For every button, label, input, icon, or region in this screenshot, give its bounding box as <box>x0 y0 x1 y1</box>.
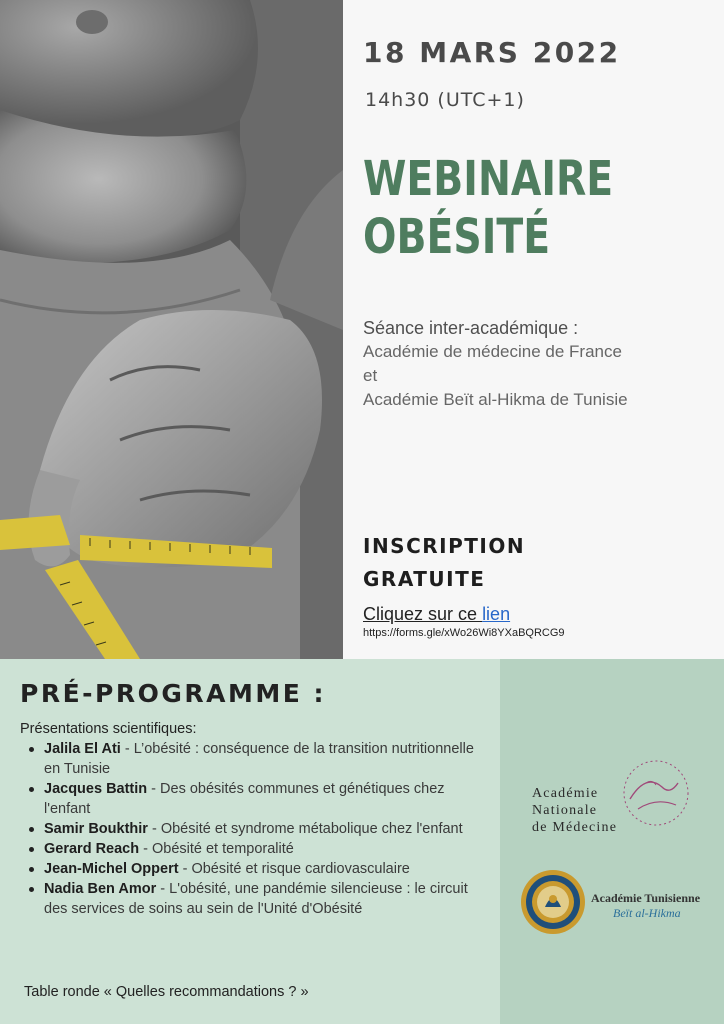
inscription-line-1: INSCRIPTION <box>363 534 526 558</box>
list-item <box>26 819 486 839</box>
presentations-heading: Présentations scientifiques: <box>20 721 197 737</box>
seance-info <box>363 316 713 412</box>
speaker-name: Nadia Ben Amor <box>44 881 157 897</box>
registration-cta <box>363 604 510 625</box>
atn-line-1: Académie Tunisienne <box>591 891 701 905</box>
registration-link[interactable]: lien <box>482 604 511 624</box>
speaker-name: Samir Boukthir <box>44 821 148 837</box>
registration-url[interactable]: https://forms.gle/xWo26Wi8YXaBQRCG9 <box>363 627 565 639</box>
talk-title: - Obésité et temporalité <box>139 841 294 857</box>
anm-line-3: de Médecine <box>532 820 618 835</box>
talk-title: - L’obésité : conséquence de la transition nutritionnelle en Tunisie <box>44 741 474 777</box>
list-item <box>26 859 486 879</box>
programme-title: PRÉ-PROGRAMME : <box>20 679 327 708</box>
talk-title: - L'obésité, une pandémie silencieuse : le circuit des services de soins au sein de l'Unité d'Obésité <box>44 881 468 917</box>
talk-title: - Obésité et syndrome métabolique chez l'enfant <box>147 821 463 837</box>
list-item <box>26 839 486 859</box>
hero-photo <box>0 0 343 659</box>
list-item <box>26 779 486 819</box>
speaker-name: Jalila El Ati <box>44 741 121 757</box>
abdomen-measuring-tape-image <box>0 0 343 659</box>
bullet-icon <box>29 827 34 832</box>
table-ronde: Table ronde « Quelles recommandations ? » <box>24 984 309 1000</box>
speaker-name: Jean-Michel Oppert <box>44 861 179 877</box>
seance-lead: Séance inter-académique : <box>363 318 579 338</box>
atn-seal-icon <box>520 869 586 935</box>
list-item <box>26 739 486 779</box>
academie-nationale-logo <box>532 785 617 836</box>
speaker-name: Gerard Reach <box>44 841 140 857</box>
seance-line-1: Académie de médecine de France <box>363 342 622 361</box>
event-time: 14h30 (UTC+1) <box>365 89 525 111</box>
programme-panel <box>0 659 500 1024</box>
event-title-line-1: WEBINAIRE <box>363 151 614 207</box>
list-item <box>26 879 486 919</box>
academie-tunisienne-logo <box>591 891 700 921</box>
anm-signature-seal-icon <box>616 753 696 833</box>
talk-title: - Obésité et risque cardiovasculaire <box>178 861 410 877</box>
presentations-list <box>26 739 486 919</box>
event-date: 18 MARS 2022 <box>363 36 621 69</box>
anm-line-2: Nationale <box>532 803 598 818</box>
inscription-line-2: GRATUITE <box>363 567 486 591</box>
registration-cta-text: Cliquez sur ce <box>363 604 483 624</box>
bullet-icon <box>29 747 34 752</box>
bullet-icon <box>29 887 34 892</box>
seance-line-2: et <box>363 366 378 385</box>
talk-title: - Des obésités communes et génétiques chez l'enfant <box>44 781 445 817</box>
seance-line-3: Académie Beït al-Hikma de Tunisie <box>363 390 628 409</box>
atn-line-2: Beït al-Hikma <box>613 906 681 920</box>
logos-panel <box>500 659 724 1024</box>
bullet-icon <box>29 867 34 872</box>
inscription-heading <box>363 530 525 596</box>
event-title-line-2: OBÉSITÉ <box>363 209 551 265</box>
bullet-icon <box>29 847 34 852</box>
event-title <box>363 150 613 266</box>
bullet-icon <box>29 787 34 792</box>
speaker-name: Jacques Battin <box>44 781 148 797</box>
event-info-panel <box>343 0 724 659</box>
anm-line-1: Académie <box>532 786 599 801</box>
